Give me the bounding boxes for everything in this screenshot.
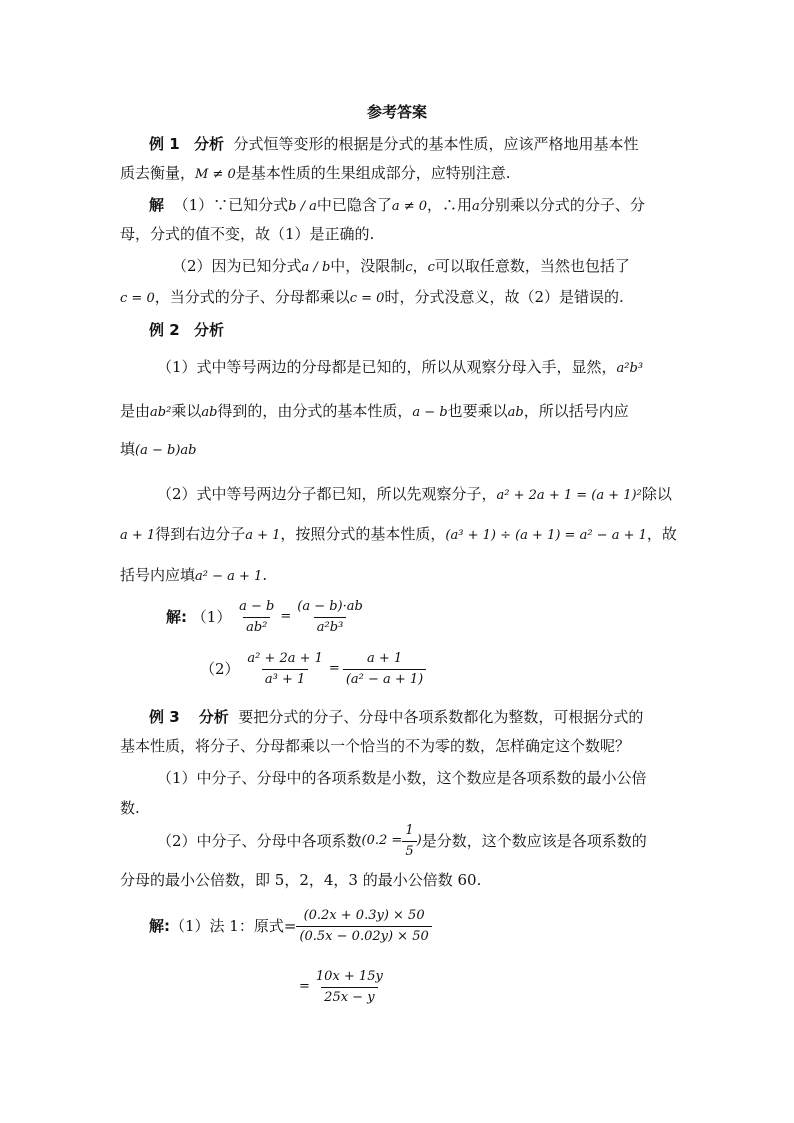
ex1-s2-text-d: 可以取任意数，当然也包括了 xyxy=(434,257,630,275)
ex2-p1-text-g: 填 xyxy=(120,440,136,458)
ex3-p2-text-b: 是分数，这个数应该是各项系数的 xyxy=(421,832,647,850)
ex2-p1-text-f: ，所以括号内应 xyxy=(523,402,629,420)
ex2-p2-text-a: （2）式中等号两边分子都已知，所以先观察分子， xyxy=(157,485,497,503)
ex1-s2-text-a: （2）因为已知分式 xyxy=(172,257,302,275)
ex1-sol-label: 解 xyxy=(149,196,165,214)
ex3-p2-math-2: ) xyxy=(416,833,422,848)
ex2-p1-text-d: 得到的，由分式的基本性质， xyxy=(217,402,413,420)
ex1-s2-math-3: c xyxy=(427,260,435,275)
ex3-analysis-line1 xyxy=(149,705,643,729)
ex2-p2-text-e: ，故 xyxy=(646,525,677,543)
ex2-p1-line3 xyxy=(120,437,196,463)
ex1-s1-math-1: b / a xyxy=(288,199,317,214)
ex1-analysis-text-2: 质去衡量， xyxy=(120,164,196,182)
ex3-p2-fraction-numerator: 1 xyxy=(405,822,414,838)
ex2-sol-label: 解: xyxy=(166,608,187,626)
ex2-p2-math-3: a + 1 xyxy=(245,528,281,543)
ex1-s2-text-b: 中，没限制 xyxy=(330,257,406,275)
ex3-p2-math-1: (0.2 = xyxy=(361,833,403,848)
ex1-solution-line3 xyxy=(172,254,630,280)
ex3-p2-text-a: （2）中分子、分母中各项系数 xyxy=(157,832,362,850)
ex2-sol1-left-denominator: ab² xyxy=(243,617,270,636)
ex2-p1-line2 xyxy=(120,399,629,425)
ex3-p2-fraction-denominator: 5 xyxy=(402,841,416,860)
ex3-p1-line1 xyxy=(157,766,647,790)
ex3-label: 例 3 xyxy=(149,708,180,726)
ex2-sol2-equals: = xyxy=(328,661,340,676)
ex2-p2-math-1: a² + 2a + 1 = (a + 1)² xyxy=(496,488,642,503)
ex2-p1-text-b: 是由 xyxy=(120,402,151,420)
ex3-solution-line1 xyxy=(149,905,432,946)
ex2-sol1-right-numerator: (a − b)·ab xyxy=(297,598,363,614)
ex1-s1-math-2: a ≠ 0 xyxy=(391,199,428,214)
ex1-analysis-line2 xyxy=(120,161,511,187)
ex3-res-numerator: 10x + 15y xyxy=(315,968,383,984)
ex2-heading xyxy=(149,318,224,342)
ex3-sol-denominator: (0.5x − 0.02y) × 50 xyxy=(296,926,431,945)
ex2-p1-math-1: a²b³ xyxy=(616,361,644,376)
ex1-analysis-text: 分式恒等变形的根据是分式的基本性质，应该严格地用基本性 xyxy=(233,135,639,153)
ex2-sol2-left-fraction xyxy=(244,651,326,688)
ex3-p1-line2 xyxy=(120,796,140,820)
ex2-p1-math-6: (a − b)ab xyxy=(135,443,197,458)
ex3-p2-text-c: 分母的最小公倍数，即 5，2，4，3 的最小公倍数 60. xyxy=(120,871,482,889)
ex3-sol-label: 解: xyxy=(149,917,170,935)
ex2-analysis-label: 分析 xyxy=(193,321,224,339)
ex2-p2-line3 xyxy=(120,563,267,589)
ex3-analysis-text-1: 要把分式的分子、分母中各项系数都化为整数，可根据分式的 xyxy=(238,708,644,726)
ex1-s2-text-e: ，当分式的分子、分母都乘以 xyxy=(154,288,350,306)
ex1-s2-math-2: c xyxy=(405,260,413,275)
ex1-s1-text-b: 中已隐含了 xyxy=(316,196,392,214)
ex2-sol2-left-numerator: a² + 2a + 1 xyxy=(247,650,323,666)
ex2-sol2-left-denominator: a³ + 1 xyxy=(262,669,308,688)
ex3-res-denominator: 25x − y xyxy=(321,987,377,1006)
ex2-p2-math-4: (a³ + 1) ÷ (a + 1) = a² − a + 1 xyxy=(445,528,647,543)
ex2-p2-line1 xyxy=(157,482,672,508)
ex1-s1-text-d: 分别乘以分式的分子、分 xyxy=(479,196,645,214)
ex3-res-equals: = xyxy=(299,979,310,994)
ex2-sol2-right-fraction xyxy=(343,651,426,688)
ex2-sol1-right-denominator: a²b³ xyxy=(314,617,347,636)
ex1-solution-line4 xyxy=(120,285,624,311)
ex2-p1-line1 xyxy=(157,355,643,381)
ex1-label: 例 1 xyxy=(149,135,180,153)
ex2-solution-1 xyxy=(166,598,366,636)
ex2-p1-math-5: ab xyxy=(507,405,524,420)
ex1-analysis-line1 xyxy=(149,132,639,156)
ex3-solution-line2 xyxy=(296,966,386,1007)
ex1-solution-line1 xyxy=(149,193,645,219)
ex1-s2-math-4: c = 0 xyxy=(120,291,155,306)
ex3-p2-line2 xyxy=(120,868,481,892)
ex1-s1-text-a: （1）∵已知分式 xyxy=(173,196,289,214)
ex1-s1-text-e: 母，分式的值不变，故（1）是正确的. xyxy=(120,225,375,243)
ex2-sol1-label: （1） xyxy=(191,608,232,626)
ex2-p1-text-e: 也要乘以 xyxy=(447,402,508,420)
ex2-sol2-right-numerator: a + 1 xyxy=(366,650,403,666)
ex2-sol1-equals: = xyxy=(280,609,292,624)
ex3-sol-fraction xyxy=(296,908,431,945)
ex3-analysis-line2 xyxy=(120,734,630,758)
ex1-solution-line2 xyxy=(120,222,374,246)
ex2-p2-math-2: a + 1 xyxy=(120,528,156,543)
ex1-s2-text-c: ， xyxy=(412,257,428,275)
ex2-p2-text-d: ，按照分式的基本性质， xyxy=(280,525,446,543)
ex2-p2-text-b: 除以 xyxy=(641,485,672,503)
ex2-sol1-left-numerator: a − b xyxy=(239,598,275,614)
ex1-s2-math-1: a / b xyxy=(301,260,331,275)
ex2-p2-text-g: . xyxy=(262,566,268,584)
ex2-p1-math-2: ab² xyxy=(150,405,172,420)
ex2-sol1-right-fraction xyxy=(294,599,366,636)
ex2-solution-2 xyxy=(200,650,426,688)
ex3-p1-text-a: （1）中分子、分母中的各项系数是小数，这个数应是各项系数的最小公倍 xyxy=(157,769,647,787)
ex2-p1-text-c: 乘以 xyxy=(171,402,202,420)
ex2-p2-math-5: a² − a + 1 xyxy=(195,569,263,584)
ex1-s1-math-3: a xyxy=(472,199,480,214)
ex2-p1-math-4: a − b xyxy=(412,405,448,420)
ex3-analysis-label: 分析 xyxy=(198,708,229,726)
ex2-p2-text-c: 得到右边分子 xyxy=(155,525,246,543)
ex3-p2-line1 xyxy=(157,822,647,860)
ex2-sol1-left-fraction xyxy=(236,599,277,636)
ex2-sol2-right-denominator: (a² − a + 1) xyxy=(343,669,426,688)
ex1-math-m: M ≠ 0 xyxy=(195,167,236,182)
ex3-p1-text-b: 数. xyxy=(120,799,140,817)
ex1-analysis-label: 分析 xyxy=(193,135,224,153)
ex1-analysis-text-3: 是基本性质的生果组成部分，应特别注意. xyxy=(235,164,511,182)
ex1-s2-text-f: 时，分式没意义，故（2）是错误的. xyxy=(384,288,624,306)
ex1-s1-text-c: ，∴用 xyxy=(427,196,473,214)
ex3-sol-text-a: （1）法 1：原式= xyxy=(170,917,297,935)
ex2-p2-line2 xyxy=(120,522,677,548)
ex3-p2-fraction xyxy=(402,823,416,860)
ex2-p2-text-f: 括号内应填 xyxy=(120,566,196,584)
page-title: 参考答案 xyxy=(366,103,427,121)
ex3-analysis-text-2: 基本性质，将分子、分母都乘以一个恰当的不为零的数，怎样确定这个数呢？ xyxy=(120,737,631,755)
ex1-s2-math-5: c = 0 xyxy=(349,291,385,306)
ex3-res-fraction xyxy=(313,969,386,1006)
ex2-p1-math-3: ab xyxy=(201,405,218,420)
ex2-label: 例 2 xyxy=(149,321,180,339)
ex2-p1-text-a: （1）式中等号两边的分母都是已知的，所以从观察分母入手，显然， xyxy=(157,358,617,376)
ex3-sol-numerator: (0.2x + 0.3y) × 50 xyxy=(303,907,425,923)
ex2-sol2-label: （2） xyxy=(200,660,240,678)
